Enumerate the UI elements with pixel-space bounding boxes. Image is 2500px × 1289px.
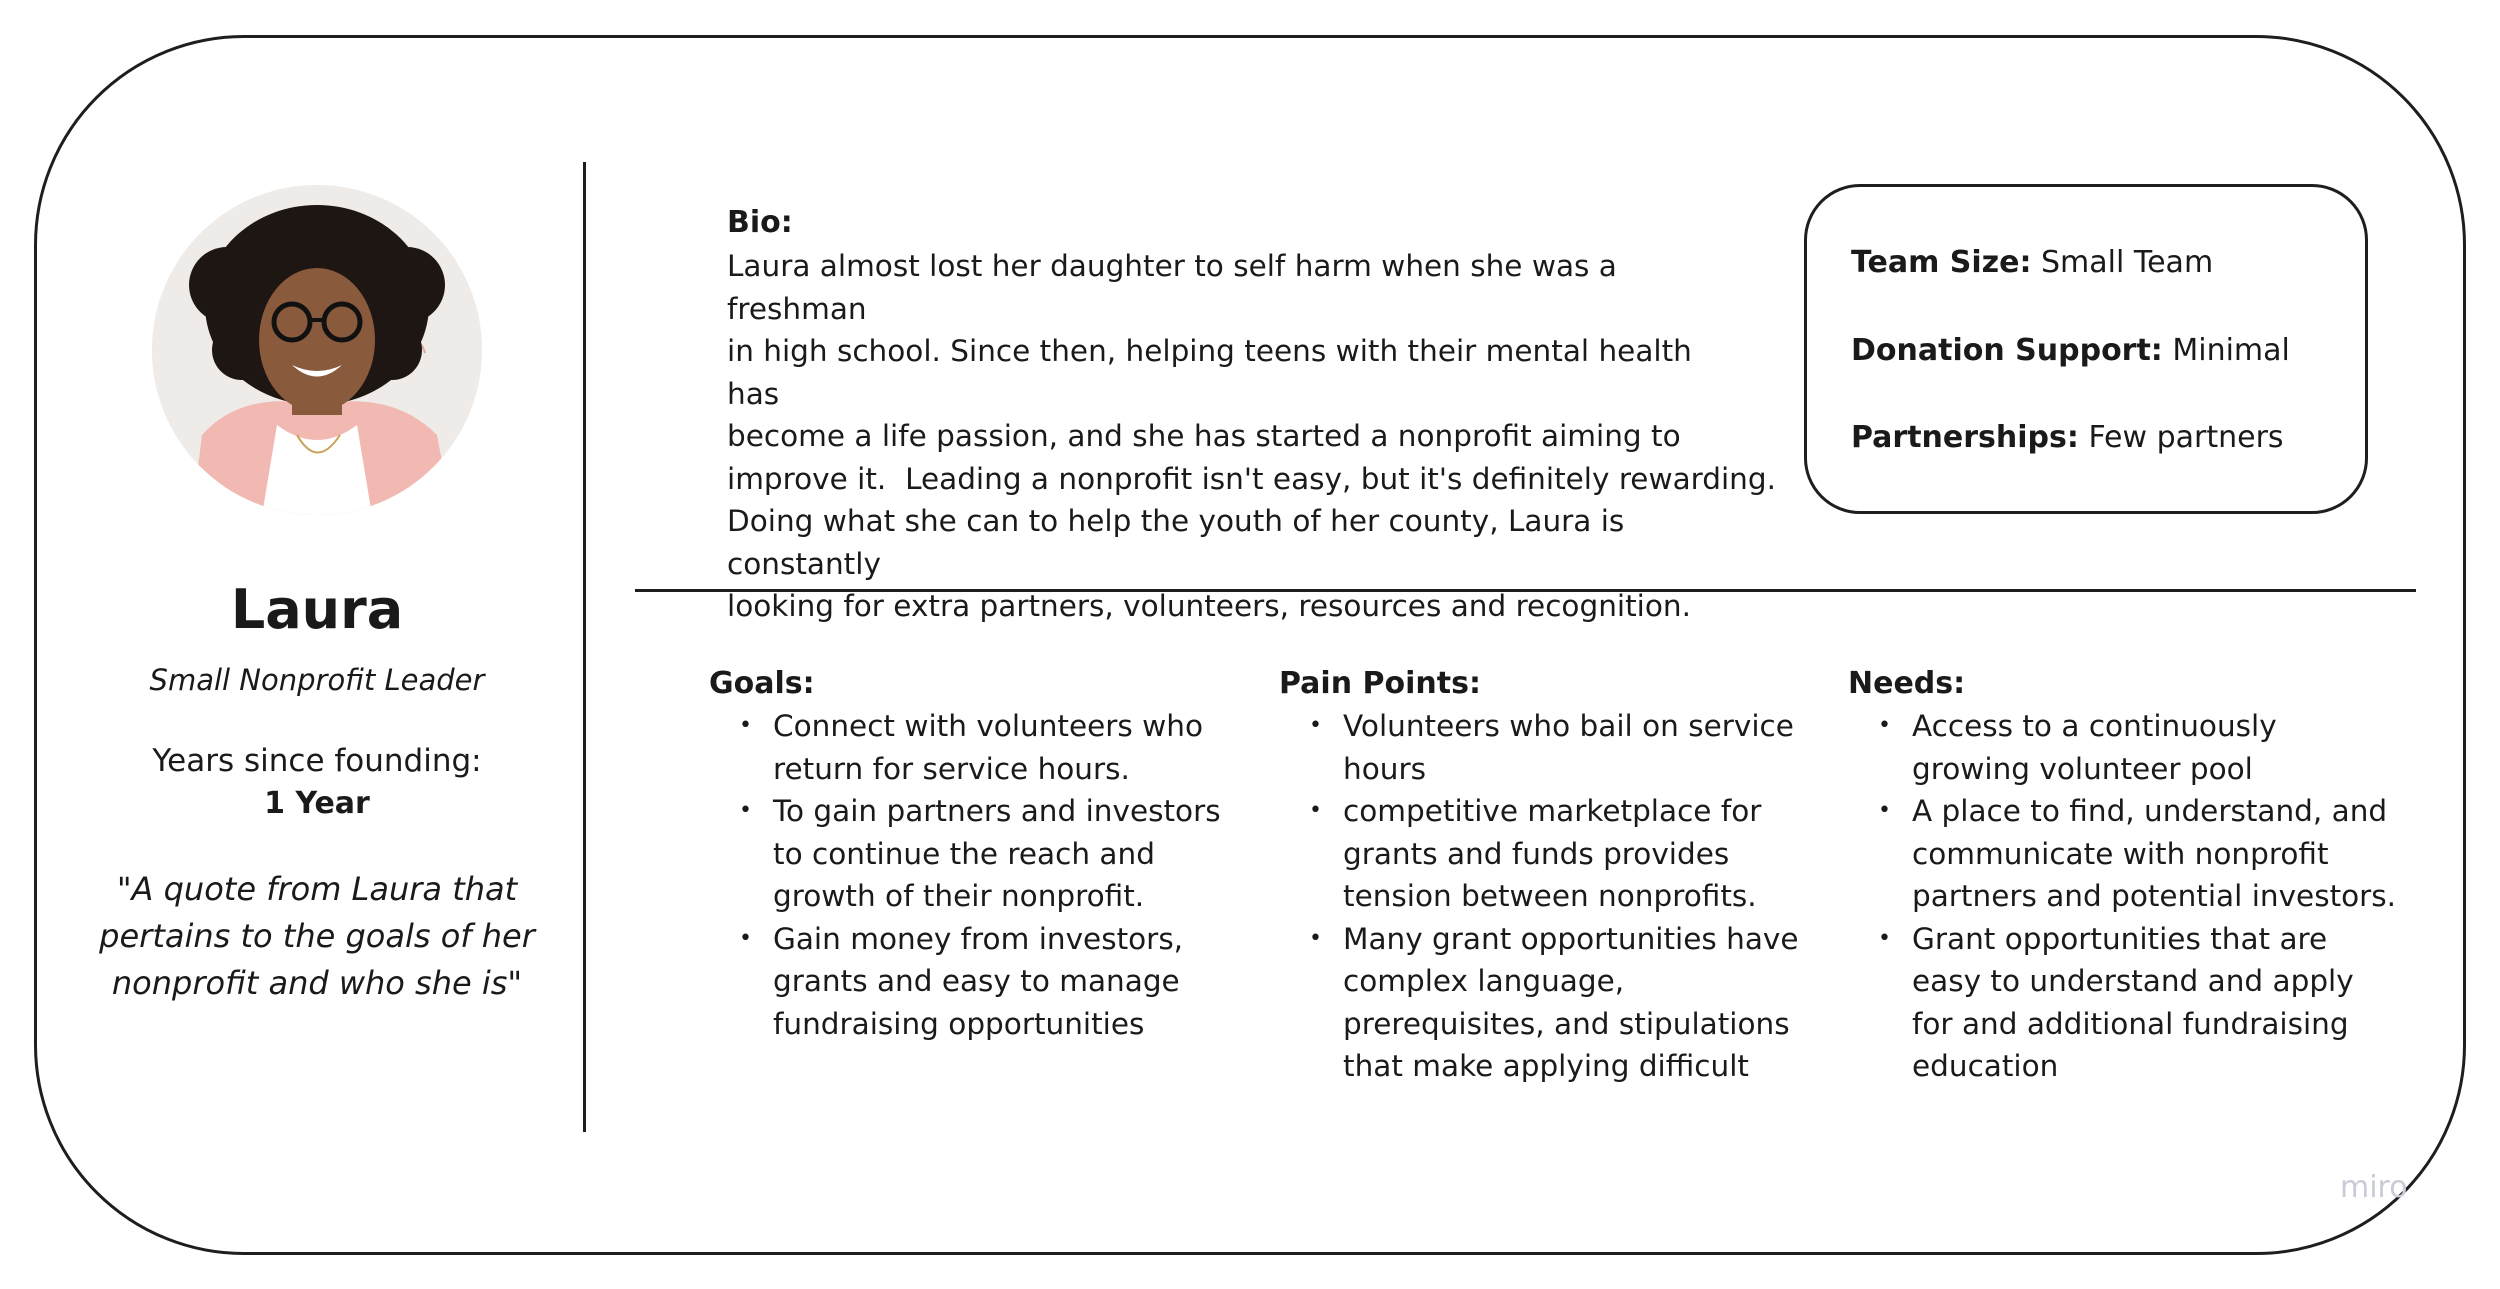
needs-heading: Needs:	[1848, 666, 1966, 701]
stats-box	[1804, 184, 2368, 514]
persona-name: Laura	[230, 578, 404, 641]
years-since-founding-value: 1 Year	[264, 786, 370, 821]
list-item-line: Grant opportunities that are	[1912, 921, 2328, 956]
list-item-line: complex language,	[1343, 964, 1625, 998]
list-item-line: fundraising opportunities	[773, 1006, 1145, 1041]
list-item-line: to continue the reach and	[773, 836, 1155, 871]
stat-donation-support	[1851, 333, 2290, 368]
list-item-line: To gain partners and investors	[773, 794, 1221, 828]
pain-points-list	[1279, 705, 1839, 1088]
list-item-line: for and additional fundraising	[1912, 1006, 2349, 1041]
persona-role: Small Nonprofit Leader	[149, 663, 485, 697]
list-item	[1279, 705, 1839, 790]
list-item	[709, 790, 1269, 918]
bio-text	[727, 245, 1776, 628]
bullet-icon: •	[1878, 713, 1891, 738]
list-item-line: Volunteers who bail on service	[1343, 709, 1794, 743]
list-item-line: return for service hours.	[773, 751, 1130, 786]
list-item-line: partners and potential investors.	[1912, 879, 2397, 913]
persona-quote: "A quote from Laura that pertains to the goals of her nonprofit and who she is"	[99, 870, 535, 1002]
bio-line: improve it. Leading a nonprofit isn't easy, but it's definitely rewarding.	[727, 461, 1776, 496]
persona-photo	[152, 185, 482, 515]
list-item	[709, 705, 1269, 790]
list-item-line: Gain money from investors,	[773, 921, 1184, 956]
bullet-icon: •	[739, 798, 752, 823]
bullet-icon: •	[1878, 798, 1891, 823]
goals-section	[709, 662, 1269, 1045]
bio-line: Doing what she can to help the youth of her county, Laura is constantly	[727, 504, 1625, 581]
list-item-line: communicate with nonprofit	[1912, 836, 2329, 871]
list-item-line: growing volunteer pool	[1912, 751, 2253, 786]
list-item-line: grants and easy to manage	[773, 964, 1180, 998]
list-item-line: competitive marketplace for	[1343, 794, 1762, 828]
bullet-icon: •	[739, 713, 752, 738]
list-item-line: growth of their nonprofit.	[773, 879, 1145, 913]
goals-list	[709, 705, 1269, 1045]
stat-label: Donation Support:	[1851, 333, 2163, 368]
bio-line: in high school. Since then, helping teens with their mental health has	[727, 334, 1692, 411]
stat-value: Small Team	[2041, 245, 2214, 280]
list-item	[1279, 790, 1839, 918]
list-item-line: Connect with volunteers who	[773, 709, 1204, 743]
list-item-line: Access to a continuously	[1912, 709, 2277, 743]
list-item-line: hours	[1343, 751, 1426, 786]
bullet-icon: •	[1309, 925, 1322, 951]
stat-label: Team Size:	[1851, 245, 2032, 280]
bullet-icon: •	[1309, 713, 1322, 738]
miro-watermark: miro	[2340, 1170, 2408, 1205]
list-item-line: Many grant opportunities have	[1343, 921, 1799, 956]
pain-points-heading: Pain Points:	[1279, 666, 1481, 701]
list-item	[1848, 705, 2408, 790]
list-item	[1279, 918, 1839, 1088]
list-item-line: A place to find, understand, and	[1912, 794, 2388, 828]
bullet-icon: •	[1878, 925, 1891, 951]
list-item-line: grants and funds provides	[1343, 836, 1730, 871]
list-item	[1848, 790, 2408, 918]
list-item-line: prerequisites, and stipulations	[1343, 1006, 1790, 1041]
list-item-line: that make applying difficult	[1343, 1049, 1749, 1083]
list-item-line: education	[1912, 1049, 2059, 1083]
bullet-icon: •	[739, 925, 752, 951]
needs-section	[1848, 662, 2408, 1088]
list-item	[709, 918, 1269, 1046]
bio-line: become a life passion, and she has started a nonprofit aiming to	[727, 419, 1681, 453]
list-item-line: easy to understand and apply	[1912, 964, 2354, 998]
needs-list	[1848, 705, 2408, 1088]
list-item-line: tension between nonprofits.	[1343, 879, 1757, 913]
bio-line: looking for extra partners, volunteers, resources and recognition.	[727, 589, 1691, 623]
pain-points-section	[1279, 662, 1839, 1088]
stat-value: Minimal	[2172, 333, 2290, 368]
stat-partnerships	[1851, 420, 2284, 455]
vertical-divider	[583, 162, 586, 1132]
goals-heading: Goals:	[709, 666, 815, 701]
stat-label: Partnerships:	[1851, 420, 2079, 455]
stat-team-size	[1851, 245, 2213, 280]
years-since-founding-label: Years since founding:	[152, 743, 482, 779]
bullet-icon: •	[1309, 798, 1322, 823]
stat-value: Few partners	[2088, 420, 2284, 455]
bio-line: Laura almost lost her daughter to self harm when she was a freshman	[727, 249, 1617, 326]
bio-heading: Bio:	[727, 205, 793, 240]
list-item	[1848, 918, 2408, 1088]
